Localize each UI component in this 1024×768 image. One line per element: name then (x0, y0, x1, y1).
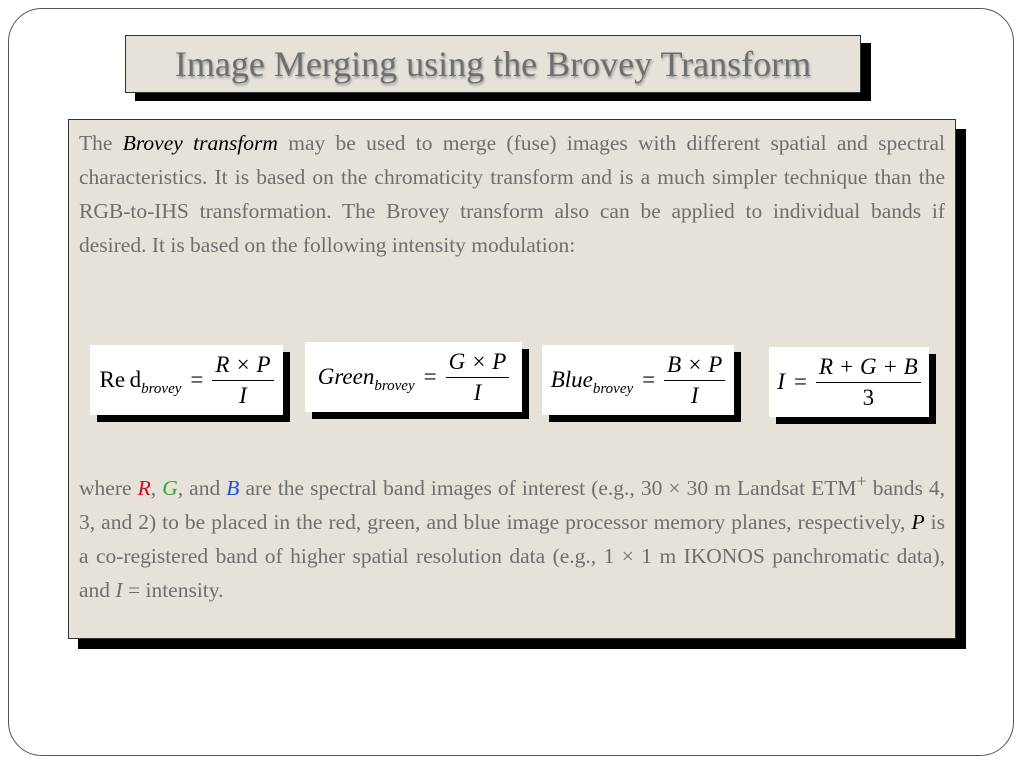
separator: , (150, 476, 157, 501)
lhs-subscript: brovey (374, 378, 415, 394)
numerator: G × P (446, 349, 510, 378)
numerator: B × P (664, 352, 725, 381)
numerator: R + G + B (816, 354, 921, 383)
equation-lhs (550, 367, 634, 397)
equals-sign: = (642, 367, 656, 392)
explanation-text: is a co-registered band of higher spatial resolution data (e.g., 1 × 1 m IKONOS panchromatic data), and (79, 510, 946, 603)
symbol-b: B (226, 476, 240, 501)
equals-sign: = (423, 364, 437, 389)
equals-sign: = (190, 367, 204, 392)
lhs-main: I (777, 369, 785, 394)
slide-title: Image Merging using the Brovey Transform (174, 44, 812, 84)
lhs-main: Green (317, 364, 375, 389)
fraction (664, 352, 725, 409)
denominator: I (473, 379, 482, 405)
intro-prefix: The (79, 131, 113, 155)
separator: , and (177, 476, 221, 501)
equation-lhs (317, 364, 415, 394)
explanation-text: = intensity. (127, 578, 224, 603)
content-box (68, 119, 956, 639)
lhs-subscript: brovey (141, 381, 182, 397)
lhs-subscript: brovey (592, 381, 634, 397)
denominator: I (690, 382, 699, 408)
fraction (446, 349, 510, 406)
where-word: where (79, 476, 132, 501)
symbol-g: G (162, 476, 178, 501)
fraction (816, 354, 921, 411)
symbol-i: I (115, 578, 123, 603)
symbol-r: R (137, 476, 151, 501)
title-box (125, 35, 861, 93)
denominator: 3 (862, 384, 875, 410)
superscript-plus: + (856, 471, 867, 491)
explanation-text: bands 4, 3, and 2) to be placed in the red, green, and blue image processor memory planes, respectively, (79, 476, 946, 535)
equation-lhs (777, 369, 785, 395)
numerator: R × P (212, 352, 273, 381)
explanation-paragraph (79, 464, 945, 607)
intro-text: may be used to merge (fuse) images with different spatial and spectral characteristics. It is based on the chromaticity transform and is a much simpler technique than the RGB-to-IHS transformation. The Brovey transform also can be applied to individual bands if desired. It is based on the following intensity modulation: (79, 131, 946, 257)
fraction (212, 352, 273, 409)
equation-green (305, 342, 522, 412)
lhs-main: Re d (99, 367, 142, 392)
intro-paragraph (79, 126, 945, 262)
equals-sign: = (793, 369, 807, 394)
equation-intensity (769, 347, 929, 417)
equation-blue (542, 345, 734, 415)
symbol-p: P (911, 510, 925, 535)
equation-lhs (99, 367, 182, 397)
explanation-text: are the spectral band images of interest (e.g., 30 × 30 m Landsat ETM (245, 476, 857, 501)
lhs-main: Blue (550, 367, 593, 392)
denominator: I (239, 382, 247, 408)
brovey-term: Brovey transform (122, 131, 278, 155)
equation-red (90, 345, 283, 415)
